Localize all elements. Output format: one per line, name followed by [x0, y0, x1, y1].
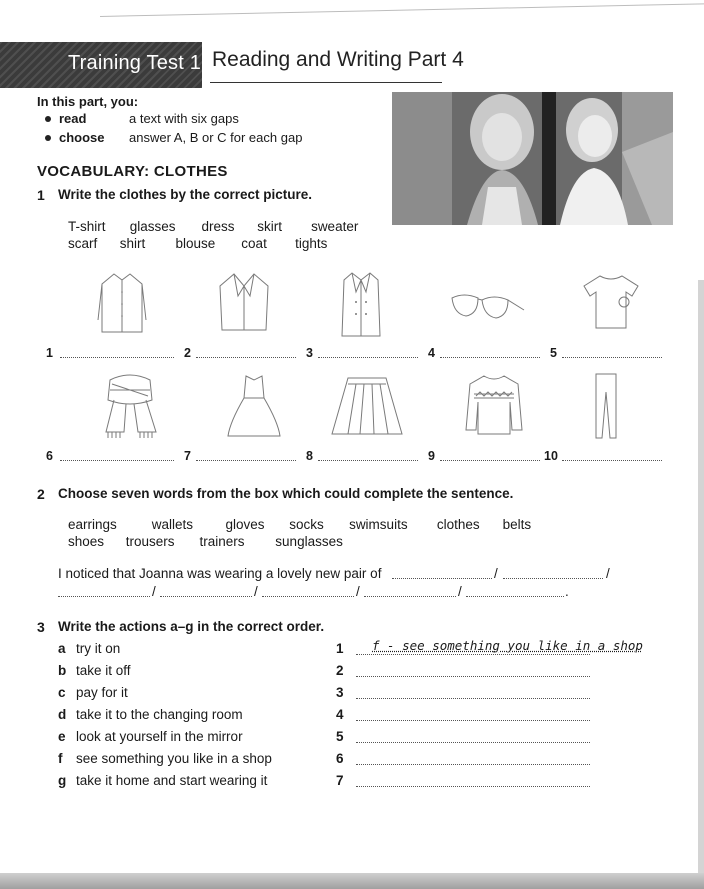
item-number: 10 — [544, 449, 558, 463]
action-item — [58, 641, 120, 656]
word-item: skirt — [257, 219, 283, 234]
action-item — [58, 729, 243, 744]
intro-bullet — [45, 111, 239, 126]
test-tab — [0, 42, 202, 88]
question-number: 1 — [37, 187, 45, 203]
answer-blank[interactable] — [58, 596, 150, 597]
answer-blank[interactable] — [318, 357, 418, 358]
action-item — [58, 685, 128, 700]
intro-bullet-text: answer A, B or C for each gap — [129, 130, 303, 145]
word-item: blouse — [175, 236, 216, 251]
order-number: 1 — [336, 641, 344, 656]
answer-blank[interactable] — [562, 460, 662, 461]
shirt-icon — [96, 270, 148, 336]
answer-blank[interactable] — [196, 460, 296, 461]
word-item: trainers — [199, 534, 245, 549]
answer-blank[interactable] — [60, 460, 174, 461]
action-letter: a — [58, 641, 66, 656]
item-number: 3 — [306, 346, 313, 360]
answer-blank[interactable] — [160, 596, 252, 597]
period: . — [565, 584, 569, 599]
bullet-icon — [45, 135, 51, 141]
intro-bullet — [45, 130, 302, 145]
action-letter: e — [58, 729, 66, 744]
answer-blank[interactable] — [356, 676, 590, 677]
sweater-icon — [462, 372, 526, 438]
answer-blank[interactable] — [356, 698, 590, 699]
word-item: shirt — [119, 236, 146, 251]
question-number: 2 — [37, 486, 45, 502]
action-letter: c — [58, 685, 66, 700]
item-number: 5 — [550, 346, 557, 360]
action-item — [58, 773, 267, 788]
item-number: 7 — [184, 449, 191, 463]
answer-blank[interactable] — [392, 578, 492, 579]
action-item — [58, 707, 243, 722]
word-item: earrings — [68, 517, 117, 532]
item-number: 4 — [428, 346, 435, 360]
slash: / — [458, 584, 462, 599]
tshirt-icon — [582, 272, 640, 330]
word-item: T-shirt — [68, 219, 106, 234]
coat-icon — [338, 270, 384, 340]
action-text: try it on — [76, 641, 121, 656]
word-item: wallets — [151, 517, 194, 532]
bullet-icon — [45, 116, 51, 122]
action-text: pay for it — [76, 685, 128, 700]
item-number: 2 — [184, 346, 191, 360]
slash: / — [606, 566, 610, 581]
word-item: scarf — [68, 236, 98, 251]
question-number: 3 — [37, 619, 45, 635]
page-top-edge — [100, 0, 704, 17]
answer-blank[interactable] — [562, 357, 662, 358]
action-text: take it home and start wearing it — [76, 773, 268, 788]
word-item: shoes — [68, 534, 105, 549]
word-item: sweater — [311, 219, 359, 234]
word-item: swimsuits — [349, 517, 408, 532]
word-box-row — [68, 236, 327, 251]
answer-blank[interactable] — [356, 654, 590, 655]
action-text: see something you like in a shop — [76, 751, 272, 766]
word-item: trousers — [125, 534, 175, 549]
example-answer: f - see something you like in a shop — [372, 638, 643, 653]
action-letter: g — [58, 773, 67, 788]
answer-blank[interactable] — [440, 357, 540, 358]
word-box-row — [68, 219, 358, 234]
order-number: 2 — [336, 663, 344, 678]
word-box-row — [68, 534, 343, 549]
slash: / — [152, 584, 156, 599]
question-instruction: Write the clothes by the correct picture. — [58, 187, 313, 202]
answer-blank[interactable] — [262, 596, 354, 597]
q2-sentence: I noticed that Joanna was wearing a lovely new pair of — [58, 566, 382, 581]
word-item: tights — [295, 236, 328, 251]
glasses-icon — [448, 290, 528, 324]
slash: / — [254, 584, 258, 599]
intro-bullet-text: a text with six gaps — [129, 111, 239, 126]
slash: / — [356, 584, 360, 599]
intro-bullet-word: choose — [59, 130, 105, 145]
order-number: 3 — [336, 685, 344, 700]
item-number: 6 — [46, 449, 53, 463]
girls-photo-image — [392, 92, 673, 225]
answer-blank[interactable] — [440, 460, 540, 461]
subtitle-underline — [210, 82, 442, 83]
answer-blank[interactable] — [60, 357, 174, 358]
word-item: socks — [289, 517, 324, 532]
test-tab-label: Training Test 1 — [68, 52, 202, 74]
answer-blank[interactable] — [356, 786, 590, 787]
answer-blank[interactable] — [356, 764, 590, 765]
action-text: look at yourself in the mirror — [76, 729, 243, 744]
tights-icon — [592, 372, 620, 442]
action-letter: d — [58, 707, 67, 722]
slash: / — [494, 566, 498, 581]
scarf-icon — [100, 370, 160, 440]
item-number: 8 — [306, 449, 313, 463]
dress-icon — [226, 372, 282, 438]
section-heading: VOCABULARY: CLOTHES — [37, 163, 228, 180]
word-item: coat — [241, 236, 267, 251]
answer-blank[interactable] — [318, 460, 418, 461]
word-item: gloves — [225, 517, 265, 532]
action-text: take it off — [76, 663, 131, 678]
intro-bullet-word: read — [59, 111, 87, 126]
page-subtitle: Reading and Writing Part 4 — [212, 48, 464, 71]
order-number: 7 — [336, 773, 344, 788]
word-item: dress — [201, 219, 235, 234]
word-item: sunglasses — [275, 534, 343, 549]
intro-heading: In this part, you: — [37, 94, 139, 109]
answer-blank[interactable] — [466, 596, 564, 597]
question-instruction: Choose seven words from the box which could complete the sentence. — [58, 486, 514, 501]
order-number: 6 — [336, 751, 344, 766]
word-item: glasses — [129, 219, 176, 234]
page-right-edge — [698, 280, 704, 880]
word-item: clothes — [436, 517, 480, 532]
item-number: 9 — [428, 449, 435, 463]
question-instruction: Write the actions a–g in the correct order. — [58, 619, 325, 634]
word-item: belts — [502, 517, 532, 532]
order-number: 4 — [336, 707, 344, 722]
word-box-row — [68, 517, 531, 532]
item-number: 1 — [46, 346, 53, 360]
answer-blank[interactable] — [196, 357, 296, 358]
action-item — [58, 751, 272, 766]
action-letter: b — [58, 663, 67, 678]
answer-blank[interactable] — [356, 720, 590, 721]
girls-photo — [392, 92, 673, 225]
answer-blank[interactable] — [503, 578, 603, 579]
blouse-icon — [214, 270, 274, 336]
answer-blank[interactable] — [364, 596, 456, 597]
order-number: 5 — [336, 729, 344, 744]
action-letter: f — [58, 751, 63, 766]
page-bottom-edge — [0, 873, 704, 889]
skirt-icon — [330, 374, 404, 438]
action-item — [58, 663, 131, 678]
action-text: take it to the changing room — [76, 707, 243, 722]
answer-blank[interactable] — [356, 742, 590, 743]
